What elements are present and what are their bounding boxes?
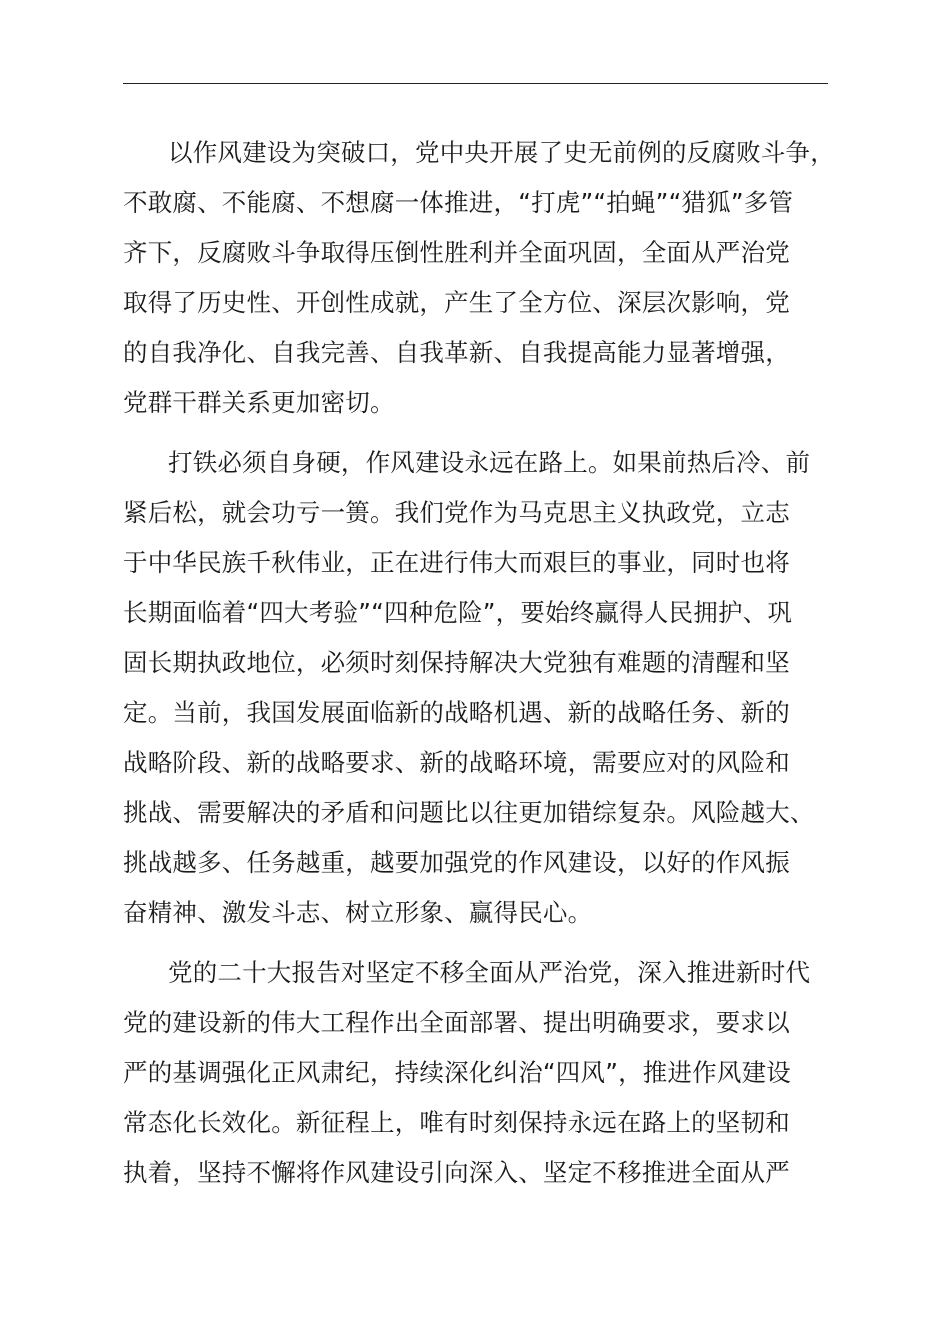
paragraph-line: 战略阶段、新的战略要求、新的战略环境，需要应对的风险和 — [123, 748, 790, 777]
paragraph-line: 齐下，反腐败斗争取得压倒性胜利并全面巩固，全面从严治党 — [123, 238, 790, 267]
paragraph-line: 取得了历史性、开创性成就，产生了全方位、深层次影响，党 — [123, 288, 790, 317]
paragraph-1 — [123, 128, 835, 428]
paragraph-3 — [123, 948, 828, 1198]
paragraph-line: 党群干群关系更加密切。 — [123, 388, 395, 417]
paragraph-line: 以作风建设为突破口，党中央开展了史无前例的反腐败斗争， — [168, 138, 835, 167]
paragraph-line: 党的建设新的伟大工程作出全面部署、提出明确要求，要求以 — [123, 1008, 790, 1037]
paragraph-line: 于中华民族千秋伟业，正在进行伟大而艰巨的事业，同时也将 — [123, 548, 790, 577]
paragraph-line: 定。当前，我国发展面临新的战略机遇、新的战略任务、新的 — [123, 698, 790, 727]
paragraph-line: 固长期执政地位，必须时刻保持解决大党独有难题的清醒和坚 — [123, 648, 790, 677]
paragraph-2 — [123, 438, 828, 938]
paragraph-line: 党的二十大报告对坚定不移全面从严治党，深入推进新时代 — [168, 958, 811, 987]
paragraph-line: 的自我净化、自我完善、自我革新、自我提高能力显著增强， — [123, 338, 790, 367]
header-rule — [123, 83, 828, 84]
paragraph-line: 常态化长效化。新征程上，唯有时刻保持永远在路上的坚韧和 — [123, 1108, 790, 1137]
document-body — [123, 128, 835, 1208]
paragraph-line: 执着，坚持不懈将作风建设引向深入、坚定不移推进全面从严 — [123, 1158, 790, 1187]
paragraph-line: 不敢腐、不能腐、不想腐一体推进，“打虎”“拍蝇”“猎狐”多管 — [123, 188, 794, 217]
paragraph-line: 打铁必须自身硬，作风建设永远在路上。如果前热后冷、前 — [168, 448, 811, 477]
paragraph-line: 奋精神、激发斗志、树立形象、赢得民心。 — [123, 898, 593, 927]
paragraph-line: 挑战、需要解决的矛盾和问题比以往更加错综复杂。风险越大、 — [123, 798, 815, 827]
paragraph-line: 严的基调强化正风肃纪，持续深化纠治“四风”，推进作风建设 — [123, 1058, 791, 1087]
paragraph-line: 长期面临着“四大考验”“四种危险”，要始终赢得人民拥护、巩 — [123, 598, 793, 627]
paragraph-line: 紧后松，就会功亏一篑。我们党作为马克思主义执政党，立志 — [123, 498, 790, 527]
paragraph-line: 挑战越多、任务越重，越要加强党的作风建设，以好的作风振 — [123, 848, 790, 877]
